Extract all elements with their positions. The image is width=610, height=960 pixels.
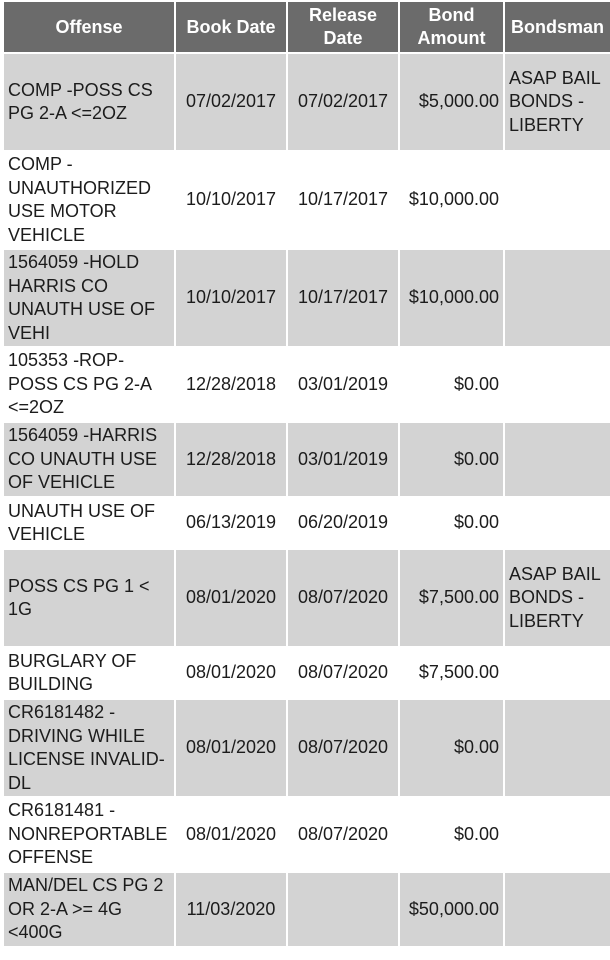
bond-amount-cell: $0.00 [400, 348, 505, 421]
bond-amount-cell: $0.00 [400, 700, 505, 796]
book-date-cell: 12/28/2018 [176, 348, 288, 421]
bond-amount-cell: $10,000.00 [400, 152, 505, 248]
bondsman-cell [505, 798, 610, 871]
offense-cell: CR6181482 -DRIVING WHILE LICENSE INVALID-DL [4, 700, 176, 796]
bond-amount-cell: $10,000.00 [400, 250, 505, 346]
bondsman-cell [505, 648, 610, 698]
bond-amount-cell: $7,500.00 [400, 550, 505, 646]
table-row [4, 550, 610, 646]
offense-cell: 1564059 -HOLD HARRIS CO UNAUTH USE OF VEHI [4, 250, 176, 346]
bond-amount-cell: $0.00 [400, 498, 505, 548]
offense-cell: MAN/DEL CS PG 2 OR 2-A >= 4G <400G [4, 873, 176, 946]
book-date-cell: 10/10/2017 [176, 152, 288, 248]
offense-cell: POSS CS PG 1 < 1G [4, 550, 176, 646]
header-row [4, 2, 610, 52]
release-date-cell: 03/01/2019 [288, 348, 400, 421]
table-row [4, 250, 610, 346]
table-body [4, 54, 610, 946]
release-date-cell: 08/07/2020 [288, 550, 400, 646]
release-date-cell [288, 873, 400, 946]
bondsman-cell [505, 250, 610, 346]
bond-amount-cell: $5,000.00 [400, 54, 505, 150]
book-date-cell: 08/01/2020 [176, 550, 288, 646]
offense-cell: BURGLARY OF BUILDING [4, 648, 176, 698]
release-date-cell: 10/17/2017 [288, 152, 400, 248]
book-date-cell: 08/01/2020 [176, 798, 288, 871]
header-bond-amount: Bond Amount [400, 2, 505, 52]
book-date-cell: 11/03/2020 [176, 873, 288, 946]
release-date-cell: 03/01/2019 [288, 423, 400, 496]
charges-table [4, 0, 610, 948]
bondsman-cell: ASAP BAIL BONDS - LIBERTY [505, 54, 610, 150]
offense-cell: COMP -POSS CS PG 2-A <=2OZ [4, 54, 176, 150]
book-date-cell: 12/28/2018 [176, 423, 288, 496]
header-release-date: Release Date [288, 2, 400, 52]
header-offense: Offense [4, 2, 176, 52]
table-row [4, 700, 610, 796]
table-row [4, 648, 610, 698]
table-row [4, 498, 610, 548]
bondsman-cell [505, 700, 610, 796]
bondsman-cell [505, 348, 610, 421]
release-date-cell: 07/02/2017 [288, 54, 400, 150]
bond-amount-cell: $0.00 [400, 423, 505, 496]
release-date-cell: 06/20/2019 [288, 498, 400, 548]
header-book-date: Book Date [176, 2, 288, 52]
offense-cell: COMP - UNAUTHORIZED USE MOTOR VEHICLE [4, 152, 176, 248]
bond-amount-cell: $7,500.00 [400, 648, 505, 698]
book-date-cell: 10/10/2017 [176, 250, 288, 346]
bondsman-cell [505, 152, 610, 248]
release-date-cell: 08/07/2020 [288, 648, 400, 698]
bondsman-cell [505, 498, 610, 548]
bond-amount-cell: $50,000.00 [400, 873, 505, 946]
book-date-cell: 07/02/2017 [176, 54, 288, 150]
table-row [4, 873, 610, 946]
book-date-cell: 08/01/2020 [176, 700, 288, 796]
release-date-cell: 08/07/2020 [288, 700, 400, 796]
release-date-cell: 08/07/2020 [288, 798, 400, 871]
offense-cell: 1564059 -HARRIS CO UNAUTH USE OF VEHICLE [4, 423, 176, 496]
bond-amount-cell: $0.00 [400, 798, 505, 871]
table-row [4, 348, 610, 421]
bondsman-cell [505, 423, 610, 496]
book-date-cell: 06/13/2019 [176, 498, 288, 548]
offense-cell: UNAUTH USE OF VEHICLE [4, 498, 176, 548]
offense-cell: 105353 -ROP-POSS CS PG 2-A <=2OZ [4, 348, 176, 421]
book-date-cell: 08/01/2020 [176, 648, 288, 698]
bondsman-cell: ASAP BAIL BONDS - LIBERTY [505, 550, 610, 646]
table-header [4, 2, 610, 52]
header-bondsman: Bondsman [505, 2, 610, 52]
table-row [4, 152, 610, 248]
offense-cell: CR6181481 -NONREPORTABLE OFFENSE [4, 798, 176, 871]
bondsman-cell [505, 873, 610, 946]
table-row [4, 423, 610, 496]
release-date-cell: 10/17/2017 [288, 250, 400, 346]
table-row [4, 54, 610, 150]
table-row [4, 798, 610, 871]
